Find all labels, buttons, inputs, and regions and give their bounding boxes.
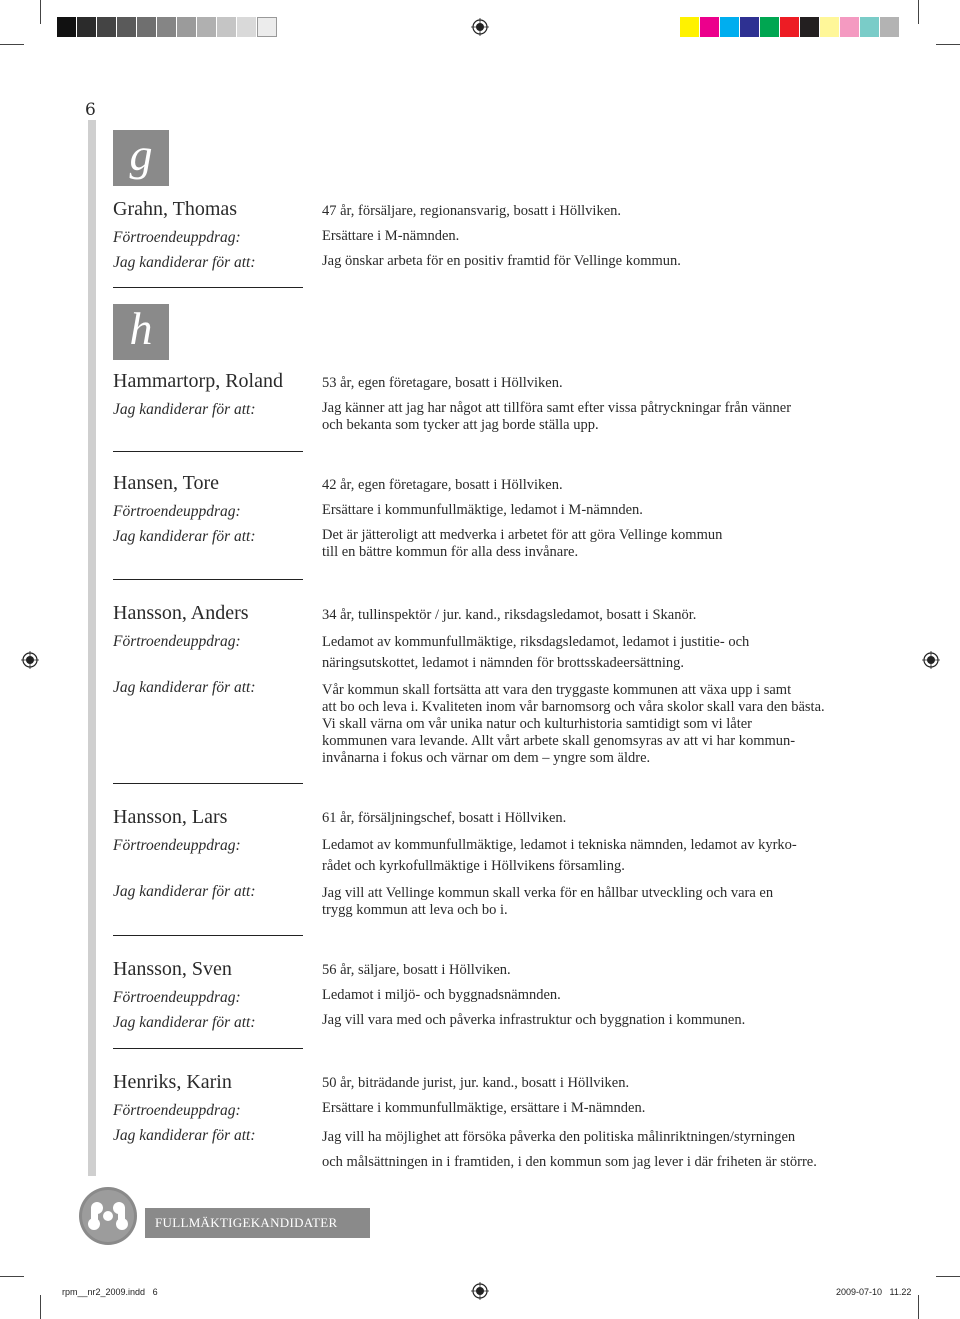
separator-line — [113, 1048, 303, 1049]
side-decoration-bar — [88, 120, 96, 1176]
candidate-intro: 53 år, egen företagare, bosatt i Höllviken. — [322, 375, 563, 391]
slug-timestamp: 2009-07-10 11.22 — [836, 1287, 912, 1297]
field-label: Förtroendeuppdrag: — [113, 837, 241, 854]
candidate-labels — [113, 1070, 313, 1148]
candidate-details — [322, 1075, 882, 1183]
field-label: Jag kandiderar för att: — [113, 528, 256, 545]
registration-mark-icon — [21, 651, 39, 669]
candidate-details — [322, 810, 882, 927]
separator-line — [113, 287, 303, 288]
candidate-details — [322, 607, 882, 775]
candidate-text: Ledamot i miljö- och byggnadsnämnden. — [322, 987, 561, 1003]
crop-mark — [918, 1295, 919, 1319]
candidate-labels — [113, 601, 313, 700]
crop-mark — [0, 1276, 24, 1277]
field-label: Jag kandiderar för att: — [113, 1127, 256, 1144]
candidate-name: Henriks, Karin — [113, 1071, 232, 1093]
crop-mark — [40, 0, 41, 24]
candidate-text: Ersättare i M-nämnden. — [322, 228, 460, 244]
registration-mark-icon — [471, 1282, 489, 1300]
candidate-details — [322, 477, 882, 569]
candidate-text: Jag känner att jag har något att tillföra samt efter vissa påtryckningar från vänner och bekanta som tycker att jag borde ställa upp. — [322, 400, 792, 433]
moderaterna-m-logo-icon — [78, 1186, 138, 1246]
section-letter-h: h — [113, 304, 169, 360]
crop-mark — [918, 0, 919, 24]
separator-line — [113, 451, 303, 452]
section-letter-g: g — [113, 130, 169, 186]
separator-line — [113, 935, 303, 936]
candidate-text: Jag vill ha möjlighet att försöka påverka den politiska målinriktningen/styrningen och målsättningen in i framtiden, i den kommun som jag lever i där friheten är större. — [322, 1129, 817, 1170]
registration-mark-icon — [471, 18, 489, 36]
candidate-labels — [113, 197, 313, 275]
candidate-details — [322, 203, 882, 278]
crop-mark — [40, 1295, 41, 1319]
candidate-name: Hansson, Sven — [113, 958, 232, 980]
candidate-text: Ersättare i kommunfullmäktige, ledamot i M-nämnden. — [322, 502, 643, 518]
crop-mark — [936, 44, 960, 45]
field-label: Förtroendeuppdrag: — [113, 633, 241, 650]
candidate-text: Ersättare i kommunfullmäktige, ersättare i M-nämnden. — [322, 1100, 646, 1116]
candidate-name: Hansson, Lars — [113, 806, 228, 828]
page-number: 6 — [85, 100, 96, 120]
slug-filename: rpm__nr2_2009.indd 6 — [62, 1287, 158, 1297]
field-label: Förtroendeuppdrag: — [113, 989, 241, 1006]
field-label: Förtroendeuppdrag: — [113, 1102, 241, 1119]
field-label: Jag kandiderar för att: — [113, 679, 256, 696]
crop-mark — [936, 1276, 960, 1277]
candidate-text: Ledamot av kommunfullmäktige, ledamot i tekniska nämnden, ledamot av kyrko- rådet och kyrkofullmäktige i Höllvikens församling. — [322, 837, 797, 874]
candidate-intro: 42 år, egen företagare, bosatt i Höllviken. — [322, 477, 563, 493]
candidate-intro: 56 år, säljare, bosatt i Höllviken. — [322, 962, 511, 978]
separator-line — [113, 783, 303, 784]
field-label: Förtroendeuppdrag: — [113, 229, 241, 246]
candidate-text: Jag vill att Vellinge kommun skall verka för en hållbar utveckling och vara en trygg kommun att leva och bo i. — [322, 885, 774, 918]
registration-mark-icon — [922, 651, 940, 669]
field-label: Jag kandiderar för att: — [113, 883, 256, 900]
candidate-text: Ledamot av kommunfullmäktige, riksdagsledamot, ledamot i justitie- och näringsutskottet, ledamot i nämnden för brottsskadeersättning. — [322, 634, 750, 671]
candidate-name: Hansson, Anders — [113, 602, 249, 624]
candidate-labels — [113, 471, 313, 549]
candidate-intro: 50 år, biträdande jurist, jur. kand., bosatt i Höllviken. — [322, 1075, 630, 1091]
candidate-name: Hansen, Tore — [113, 472, 219, 494]
field-label: Jag kandiderar för att: — [113, 254, 256, 271]
candidate-text: Jag vill vara med och påverka infrastruktur och byggnation i kommunen. — [322, 1012, 746, 1028]
field-label: Jag kandiderar för att: — [113, 401, 256, 418]
candidate-intro: 47 år, försäljare, regionansvarig, bosatt i Höllviken. — [322, 203, 621, 219]
crop-mark — [0, 44, 24, 45]
field-label: Förtroendeuppdrag: — [113, 503, 241, 520]
candidate-labels — [113, 957, 313, 1035]
candidate-labels — [113, 805, 313, 904]
candidate-labels — [113, 369, 313, 422]
candidate-text: Jag önskar arbeta för en positiv framtid för Vellinge kommun. — [322, 253, 681, 269]
candidate-intro: 61 år, försäljningschef, bosatt i Höllviken. — [322, 810, 567, 826]
candidate-text: Vår kommun skall fortsätta att vara den tryggaste kommunen att växa upp i samt att bo och leva i. Kvaliteten inom vår barnomsorg och våra skolor skall vara den bästa. Vi skall värna om vår unika natur och kulturhistoria samtidigt som vi låter kommunen vara levande. Allt vårt arbete skall genomsyras av att vi har kommun- invånarna i fokus och värnar om dem – yngre som äldre. — [322, 682, 825, 766]
candidate-details — [322, 962, 882, 1037]
separator-line — [113, 579, 303, 580]
footer-section-label: FULLMÄKTIGEKANDIDATER — [145, 1208, 370, 1238]
candidate-name: Hammartorp, Roland — [113, 370, 283, 392]
candidate-text: Det är jätteroligt att medverka i arbetet för att göra Vellinge kommun till en bättre kommun för alla dess invånare. — [322, 527, 723, 560]
candidate-intro: 34 år, tullinspektör / jur. kand., riksdagsledamot, bosatt i Skanör. — [322, 607, 697, 623]
candidate-name: Grahn, Thomas — [113, 198, 238, 220]
field-label: Jag kandiderar för att: — [113, 1014, 256, 1031]
candidate-details — [322, 375, 882, 442]
